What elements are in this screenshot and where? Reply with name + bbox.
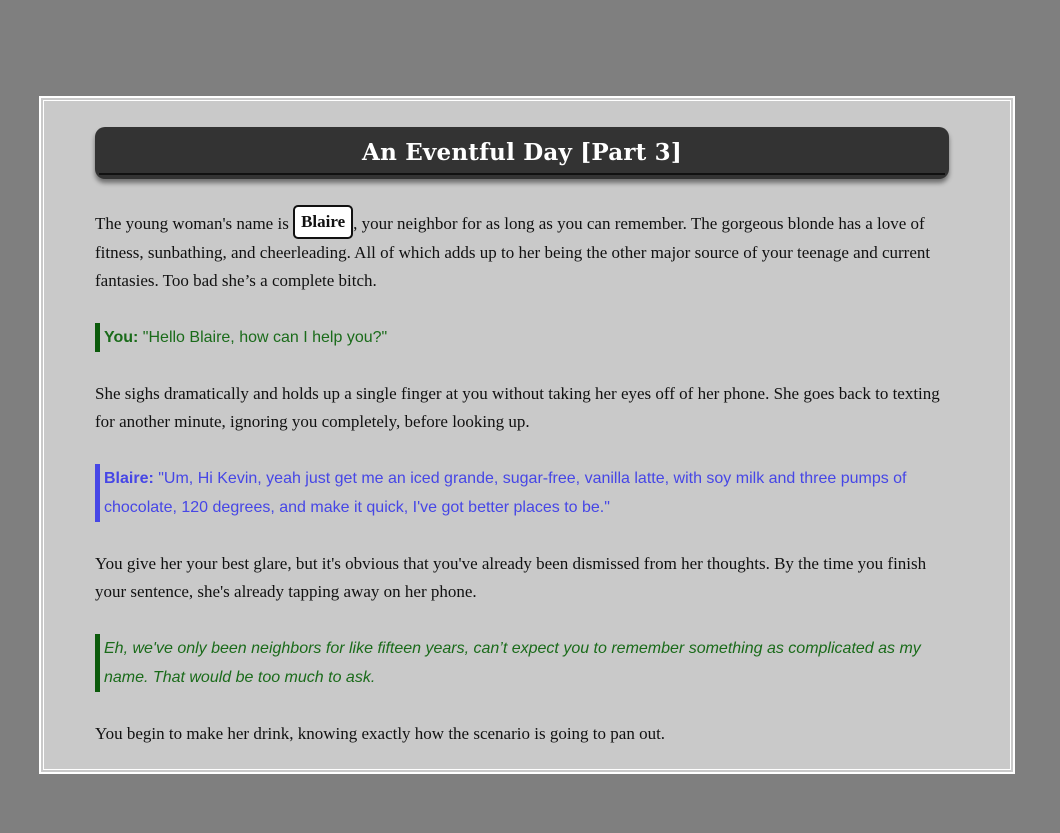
dialogue-text: "Um, Hi Kevin, yeah just get me an iced grande, sugar-free, vanilla latte, with soy milk and three pumps of chocolate, 120 degrees, and make it quick, I've got better places to be." <box>104 470 907 517</box>
narration-paragraph-4: You begin to make her drink, knowing exactly how the scenario is going to pan out. <box>95 724 666 744</box>
dialogue-blaire <box>95 464 955 522</box>
page-title: An Eventful Day [Part 3] <box>362 139 682 166</box>
narration-text: The young woman's name is <box>95 214 294 233</box>
narration-paragraph-2: She sighs dramatically and holds up a single finger at you without taking her eyes off of her phone. She goes back to texting for another minute, ignoring you completely, before looking up. <box>95 384 940 432</box>
speaker-blaire: Blaire: <box>104 470 154 488</box>
name-tag-blaire[interactable]: Blaire <box>293 205 353 239</box>
story-panel <box>39 96 1015 774</box>
inner-thought: Eh, we've only been neighbors for like fifteen years, can’t expect you to remember something as complicated as my name. That would be too much to ask. <box>95 634 955 692</box>
title-bar <box>95 127 949 179</box>
dialogue-you <box>95 323 955 352</box>
story-content <box>95 210 955 748</box>
narration-text: , your neighbor for as long as you can remember. The gorgeous blonde has a love of fitness, sunbathing, and cheerleading. All of which adds up to her being the other major source of your teenage and current fantasies. Too bad she’s a complete bitch. <box>95 214 931 291</box>
narration-paragraph-3: You give her your best glare, but it's obvious that you've already been dismissed from her thoughts. By the time you finish your sentence, she's already tapping away on her phone. <box>95 554 927 602</box>
narration-paragraph-1 <box>95 210 955 295</box>
speaker-you: You: <box>104 329 139 347</box>
dialogue-text: "Hello Blaire, how can I help you?" <box>138 329 388 347</box>
